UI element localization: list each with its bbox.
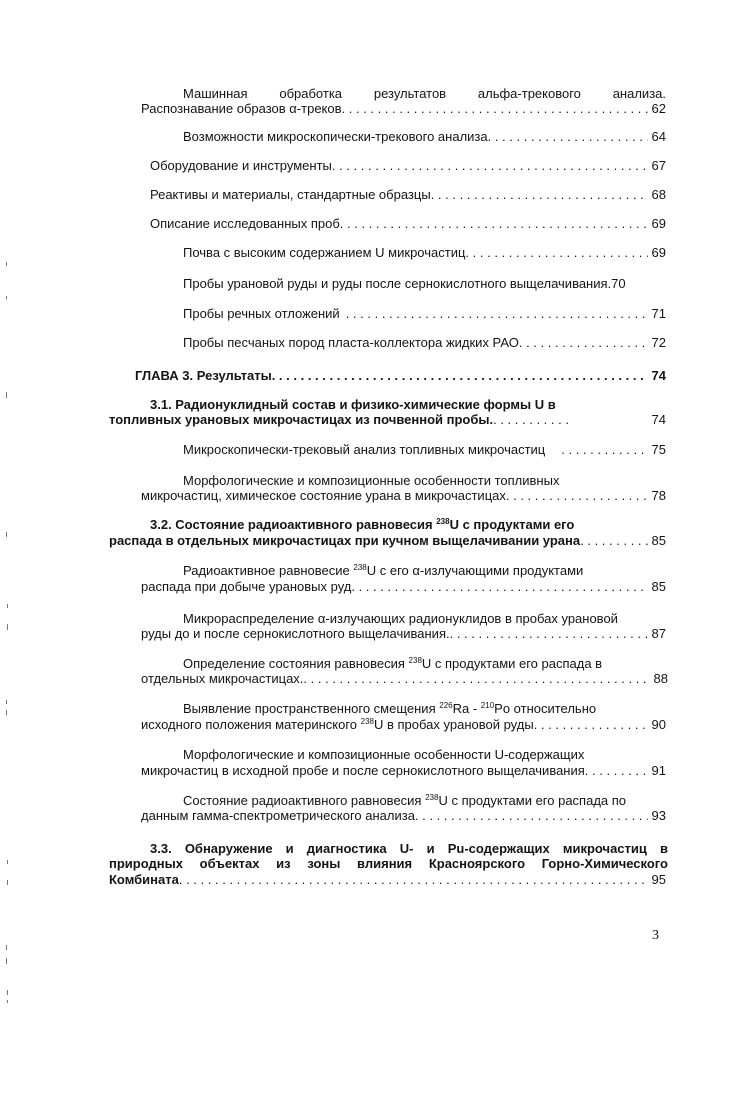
toc-entry: [141, 670, 668, 687]
toc-chapter-entry: [135, 367, 666, 384]
toc-entry-title: Возможности микроскопически-трекового анализа: [183, 129, 488, 144]
toc-entry: [141, 716, 666, 733]
toc-section-title-line: [150, 516, 650, 533]
toc-entry: [109, 871, 666, 888]
toc-entry-line: Морфологические и композиционные особенности U-содержащих: [183, 747, 585, 762]
toc-entry: [141, 625, 666, 642]
toc-entry-title: Комбината: [109, 872, 179, 887]
superscript: 238: [425, 793, 439, 802]
toc-page-number: 87: [651, 626, 666, 641]
toc-entry: [141, 762, 666, 779]
toc-entry: [183, 275, 668, 292]
toc-entry-title: распада в отдельных микрочастицах при кучном выщелачивании урана: [109, 533, 581, 548]
toc-page-number: 90: [651, 717, 666, 732]
superscript: 226: [439, 701, 453, 710]
toc-entry: [141, 100, 666, 117]
toc-page-number: 93: [651, 808, 666, 823]
toc-entry-title: Оборудование и инструменты: [150, 158, 332, 173]
toc-page-number: 67: [651, 158, 666, 173]
toc-page-number: 74: [651, 368, 666, 383]
toc-page-number: 75: [651, 442, 666, 457]
toc-entry-title: Почва с высоким содержанием U микрочастиц: [183, 245, 466, 260]
page-number: 3: [652, 928, 659, 943]
text-part: Po относительно: [494, 701, 597, 716]
toc-entry: [183, 244, 666, 261]
toc-entry: [183, 305, 666, 322]
toc-page-number: 64: [651, 129, 666, 144]
toc-entry-line: [183, 562, 666, 579]
toc-page-number: 88: [653, 671, 668, 686]
toc-entry: [183, 334, 666, 351]
toc-page-number: 74: [651, 412, 666, 427]
toc-section-title-line: 3.3. Обнаружение и диагностика U- и Pu-содержащих микрочастиц в: [150, 841, 668, 856]
toc-entry: [150, 215, 666, 232]
text-part: 3.2. Состояние радиоактивного равновесия: [150, 517, 433, 532]
toc-page-number: 91: [651, 763, 666, 778]
toc-entry-title: микрочастиц, химическое состояние урана в микрочастицах: [141, 488, 506, 503]
toc-page-number: 68: [651, 187, 666, 202]
toc-page-number: 70: [611, 276, 626, 291]
text-part: U в пробах урановой руды: [374, 717, 534, 732]
text-part: Ra -: [452, 701, 478, 716]
superscript: 238: [436, 517, 450, 526]
toc-entry-title: распада при добыче урановых руд: [141, 579, 352, 594]
text-part: Выявление пространственного смещения: [183, 701, 436, 716]
toc-section-title-line: 3.1. Радионуклидный состав и физико-химические формы U в: [150, 397, 556, 412]
superscript: 238: [408, 656, 422, 665]
toc-page-number: 72: [651, 335, 666, 350]
toc-entry-title: Описание исследованных проб: [150, 216, 340, 231]
toc-entry-title: руды до и после сернокислотного выщелачивания.: [141, 626, 450, 641]
text-part: U с продуктами его распада по: [438, 793, 627, 808]
toc-page-number: 69: [651, 245, 666, 260]
toc-entry: [150, 186, 666, 203]
toc-entry-title: [141, 716, 534, 733]
toc-page-number: 85: [651, 579, 666, 594]
toc-entry: [141, 578, 666, 595]
toc-entry: [141, 487, 666, 504]
text-part: Радиоактивное равновесие: [183, 563, 350, 578]
toc-entry-title: Микроскопически-трековый анализ топливных микрочастиц: [183, 442, 546, 457]
text-part: U с продуктами его: [449, 517, 575, 532]
toc-entry-title: данным гамма-спектрометрического анализа: [141, 808, 415, 823]
superscript: 238: [360, 717, 374, 726]
toc-page-number: 78: [651, 488, 666, 503]
toc-page-number: 95: [651, 872, 666, 887]
text-part: U с его α-излучающими продуктами: [366, 563, 584, 578]
toc-entry-title: Пробы речных отложений: [183, 306, 340, 321]
toc-page-number: 85: [651, 533, 666, 548]
toc-page-number: 62: [651, 101, 666, 116]
toc-entry: [183, 441, 666, 458]
toc-entry-line: Машинная обработка результатов альфа-трекового анализа.: [183, 86, 666, 101]
toc-entry-line: [183, 700, 668, 717]
toc-entry: [109, 411, 666, 428]
toc-entry-line: Микрораспределение α-излучающих радионуклидов в пробах урановой: [183, 611, 618, 626]
toc-entry-title: топливных урановых микрочастицах из почвенной пробы.: [109, 412, 494, 427]
superscript: 210: [480, 701, 495, 710]
toc-entry-title: микрочастиц в исходной пробе и после сернокислотного выщелачивания: [141, 763, 585, 778]
toc-entry: [183, 128, 666, 145]
toc-entry-title: Распознавание образов α-треков: [141, 101, 342, 116]
toc-entry-title: ГЛАВА 3. Результаты: [135, 368, 272, 383]
toc-entry: [109, 532, 666, 549]
text-part: Определение состояния равновесия: [183, 656, 405, 671]
toc-page-number: 69: [651, 216, 666, 231]
toc-entry-line: Морфологические и композиционные особенности топливных: [183, 473, 560, 488]
toc-section-title-line: природных объектах из зоны влияния Красноярского Горно-Химического: [109, 856, 668, 871]
toc-entry-title: Пробы песчаных пород пласта-коллектора жидких РАО: [183, 335, 519, 350]
text-part: исходного положения материнского: [141, 717, 358, 732]
toc-entry-title: Реактивы и материалы, стандартные образцы: [150, 187, 431, 202]
superscript: 238: [353, 563, 367, 572]
toc-page-number: 71: [651, 306, 666, 321]
toc-entry: [150, 157, 666, 174]
text-part: Состояние радиоактивного равновесия: [183, 793, 422, 808]
text-part: U с продуктами его распада в: [421, 656, 603, 671]
toc-entry: [141, 807, 666, 824]
toc-entry-title: Пробы урановой руды и руды после сернокислотного выщелачивания.: [183, 276, 612, 291]
toc-entry-title: отдельных микрочастицах.: [141, 671, 304, 686]
